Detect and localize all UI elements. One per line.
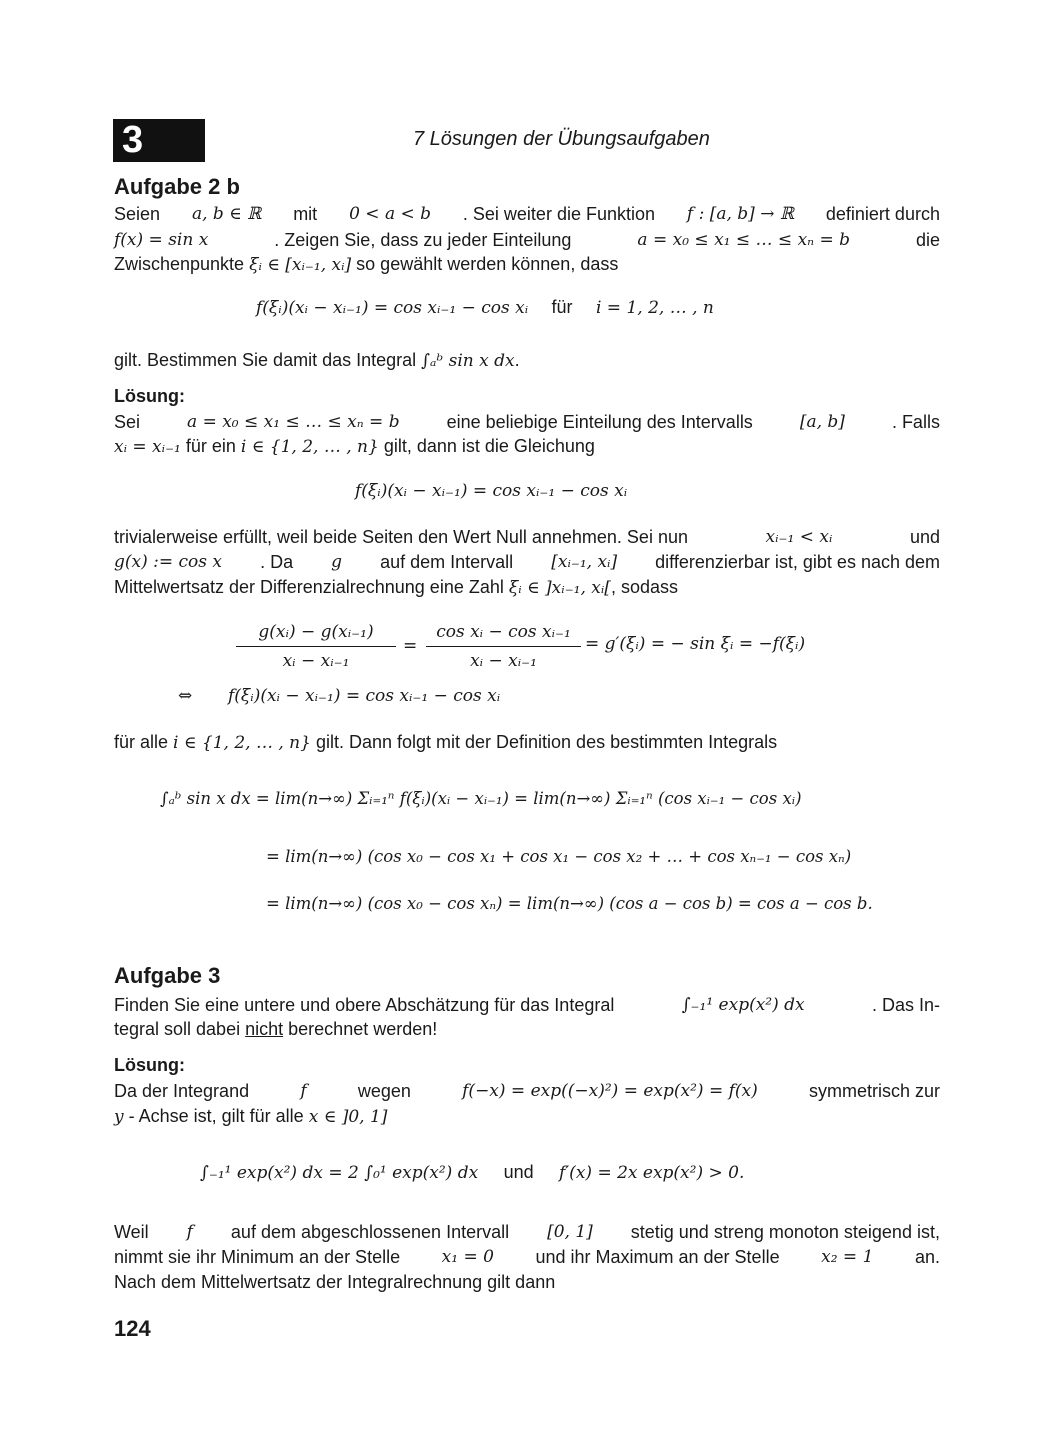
text: gilt. Dann folgt mit der Definition des bestimmten Integrals: [315, 732, 778, 752]
solution-title: Lösung:: [114, 386, 185, 406]
math: y: [114, 1107, 124, 1127]
text: Da der Integrand: [114, 1081, 250, 1101]
text-line: [114, 434, 940, 459]
equation: [256, 297, 714, 318]
text: . Falls: [891, 412, 940, 432]
text-line: [114, 550, 940, 574]
math: a, b ∈ ℝ: [191, 204, 262, 224]
text: - Achse ist, gilt für alle: [128, 1106, 304, 1126]
equation-rhs: f′(x) = 2x exp(x²) > 0.: [559, 1163, 745, 1183]
text-line: [114, 575, 940, 600]
text: , sodass: [610, 577, 678, 597]
text: für ein: [185, 436, 236, 456]
text: stetig und streng monoton steigend ist,: [630, 1222, 940, 1242]
fraction-numerator: g(xᵢ) − g(xᵢ₋₁): [258, 622, 374, 642]
text-line: [114, 1017, 940, 1041]
text: nimmt sie ihr Minimum an der Stelle: [114, 1247, 401, 1267]
equation: = lim(n→∞) (cos x₀ − cos xₙ) = lim(n→∞) (cos a − cos b) = cos a − cos b.: [266, 894, 873, 913]
equivalence-arrow: ⇔: [178, 686, 193, 706]
text-line: [114, 348, 940, 373]
equals-sign: =: [403, 636, 418, 656]
text: auf dem Intervall: [380, 552, 514, 572]
fraction-bar: [236, 646, 396, 647]
math: g: [331, 552, 343, 572]
text: wegen: [357, 1081, 411, 1101]
math: f(x) = sin x: [114, 230, 209, 250]
equation: f(ξᵢ)(xᵢ − xᵢ₋₁) = cos xᵢ₋₁ − cos xᵢ: [228, 686, 501, 706]
text: symmetrisch zur: [808, 1081, 940, 1101]
emphasis: nicht: [245, 1019, 284, 1039]
text: und ihr Maximum an der Stelle: [535, 1247, 780, 1267]
text: Finden Sie eine untere und obere Abschätzung für das Integral: [114, 995, 615, 1015]
math: f(−x) = exp((−x)²) = exp(x²) = f(x): [462, 1081, 758, 1101]
page-number: 124: [114, 1316, 151, 1341]
math: x ∈ ]0, 1]: [308, 1107, 388, 1127]
text: tegral soll dabei: [114, 1019, 241, 1039]
text: differenzierbar ist, gibt es nach dem: [655, 552, 940, 572]
math: a = x₀ ≤ x₁ ≤ … ≤ xₙ = b: [187, 412, 400, 432]
text-line: [114, 993, 940, 1017]
equation: [200, 1162, 744, 1183]
text: . Sei weiter die Funktion: [462, 204, 655, 224]
text: . Da: [260, 552, 294, 572]
text: Sei: [114, 412, 141, 432]
equation-lhs: f(ξᵢ)(xᵢ − xᵢ₋₁) = cos xᵢ₋₁ − cos xᵢ: [256, 298, 529, 318]
math: ξᵢ ∈ ]xᵢ₋₁, xᵢ[: [508, 578, 611, 598]
math: x₂ = 1: [821, 1247, 874, 1267]
math: ∫ₐᵇ sin x dx: [421, 351, 515, 371]
math: ξᵢ ∈ [xᵢ₋₁, xᵢ]: [249, 255, 352, 275]
equation-rhs: i = 1, 2, … , n: [595, 298, 714, 318]
text-line: [114, 1079, 940, 1103]
equation: ∫ₐᵇ sin x dx = lim(n→∞) Σᵢ₌₁ⁿ f(ξᵢ)(xᵢ − xᵢ₋₁) = lim(n→∞) Σᵢ₌₁ⁿ (cos xᵢ₋₁ − cos xᵢ): [160, 789, 802, 808]
math: ∫₋₁¹ exp(x²) dx: [681, 995, 805, 1015]
text: auf dem abgeschlossenen Intervall: [230, 1222, 510, 1242]
math: x₁ = 0: [441, 1247, 494, 1267]
math: xᵢ = xᵢ₋₁: [114, 437, 181, 457]
solution-title: Lösung:: [114, 1055, 185, 1075]
text: mit: [293, 204, 318, 224]
text-line: [114, 1220, 940, 1244]
text: . Zeigen Sie, dass zu jeder Einteilung: [274, 230, 572, 250]
fraction-numerator: cos xᵢ − cos xᵢ₋₁: [436, 622, 571, 642]
chapter-number: 3: [122, 119, 144, 161]
text-line: [114, 1245, 940, 1269]
math: i ∈ {1, 2, … , n}: [173, 733, 311, 753]
text-line: [114, 410, 940, 434]
math: f: [300, 1081, 307, 1101]
math: a = x₀ ≤ x₁ ≤ … ≤ xₙ = b: [637, 230, 850, 250]
text: gilt, dann ist die Gleichung: [383, 436, 595, 456]
equation: f(ξᵢ)(xᵢ − xᵢ₋₁) = cos xᵢ₋₁ − cos xᵢ: [355, 481, 628, 501]
running-header: 7 Lösungen der Übungsaufgaben: [413, 128, 710, 150]
text: Seien: [114, 204, 161, 224]
text: . Das In-: [871, 995, 940, 1015]
text: Mittelwertsatz der Differenzialrechnung eine Zahl: [114, 577, 504, 597]
math: f: [186, 1222, 193, 1242]
text: so gewählt werden können, dass: [356, 254, 619, 274]
equation-connector: und: [503, 1162, 534, 1182]
section-title-3: Aufgabe 3: [114, 963, 221, 988]
text: die: [915, 230, 940, 250]
text: definiert durch: [825, 204, 940, 224]
math: [0, 1]: [547, 1222, 593, 1242]
text-line: [114, 730, 940, 755]
text-line: Nach dem Mittelwertsatz der Integralrechnung gilt dann: [114, 1272, 556, 1292]
text: berechnet werden!: [288, 1019, 438, 1039]
equation-connector: für: [551, 297, 573, 317]
math: [xᵢ₋₁, xᵢ]: [551, 552, 618, 572]
math: f : [a, b] → ℝ: [686, 204, 794, 224]
text: trivialerweise erfüllt, weil beide Seiten den Wert Null annehmen. Sei nun: [114, 527, 688, 547]
text: und: [909, 527, 940, 547]
text: an.: [914, 1247, 940, 1267]
text-line: [114, 525, 940, 549]
text: Zwischenpunkte: [114, 254, 245, 274]
fraction-denominator: xᵢ − xᵢ₋₁: [470, 651, 537, 671]
fraction-bar: [426, 646, 581, 647]
fraction-denominator: xᵢ − xᵢ₋₁: [282, 651, 350, 671]
math: [a, b]: [799, 412, 845, 432]
text: .: [514, 350, 520, 370]
math: xᵢ₋₁ < xᵢ: [765, 527, 833, 547]
text-line: [114, 202, 940, 226]
text-line: [114, 228, 940, 252]
math: i ∈ {1, 2, … , n}: [240, 437, 379, 457]
math: g(x) := cos x: [114, 552, 222, 572]
equation: = lim(n→∞) (cos x₀ − cos x₁ + cos x₁ − cos x₂ + … + cos xₙ₋₁ − cos xₙ): [266, 847, 852, 866]
text: eine beliebige Einteilung des Intervalls: [446, 412, 753, 432]
equation-lhs: ∫₋₁¹ exp(x²) dx = 2 ∫₀¹ exp(x²) dx: [200, 1163, 479, 1183]
text: für alle: [114, 732, 169, 752]
text: gilt. Bestimmen Sie damit das Integral: [114, 350, 417, 370]
text: Weil: [114, 1222, 149, 1242]
equation: = g′(ξᵢ) = − sin ξᵢ = −f(ξᵢ): [585, 634, 806, 654]
text-line: [114, 252, 940, 277]
section-title-2b: Aufgabe 2 b: [114, 174, 240, 199]
math: 0 < a < b: [349, 204, 432, 224]
text-line: [114, 1104, 940, 1129]
